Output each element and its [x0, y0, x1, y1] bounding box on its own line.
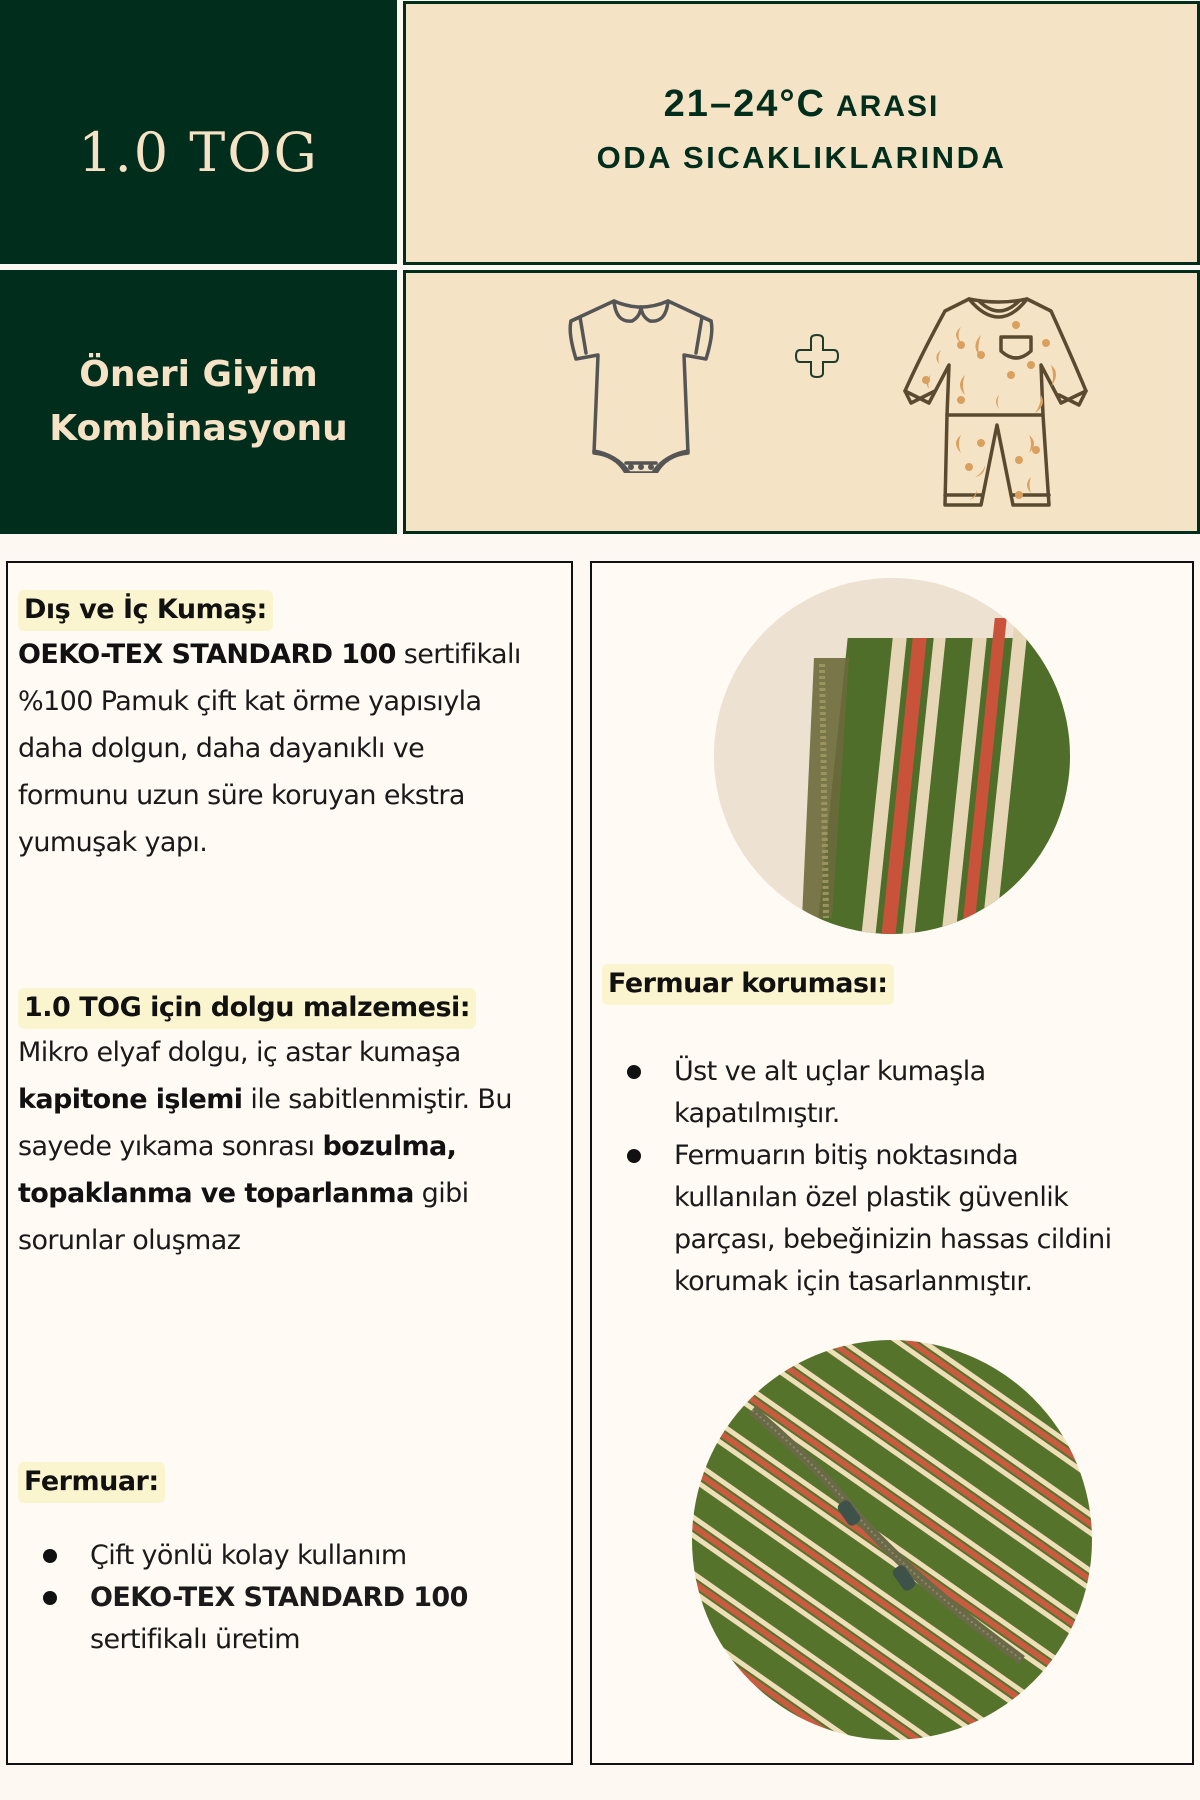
bullet-icon — [627, 1065, 641, 1079]
zipper-closeup-photo — [714, 578, 1070, 934]
bullet-icon — [43, 1549, 57, 1563]
clothing-suggestion-line1: Öneri Giyim — [79, 354, 318, 395]
bodysuit-icon — [556, 293, 726, 473]
list-item-text: Fermuarın bitiş noktasında — [674, 1140, 1019, 1171]
oeko-tex-label: OEKO-TEX STANDARD 100 — [18, 639, 396, 670]
list-item-text: Çift yönlü kolay kullanım — [90, 1540, 407, 1571]
zipper-protection-heading-wrap — [602, 964, 894, 1005]
clothing-combination-panel — [403, 270, 1200, 534]
clothing-suggestion-title — [49, 348, 347, 456]
filling-text: ile sabitlenmiştir. Bu — [242, 1084, 512, 1115]
double-zipper-photo — [692, 1340, 1092, 1740]
zipper-heading: Fermuar: — [18, 1462, 165, 1503]
filling-bold: topaklanma ve toparlanma — [18, 1178, 414, 1209]
list-item — [602, 1051, 1182, 1135]
filling-text: gibi — [413, 1178, 469, 1209]
list-item-text: kullanılan özel plastik güvenlik — [674, 1182, 1069, 1213]
zipper-protection-list — [602, 1051, 1182, 1303]
fabric-section — [18, 590, 563, 866]
filling-heading: 1.0 TOG için dolgu malzemesi: — [18, 988, 476, 1029]
tog-rating-panel — [0, 0, 397, 264]
room-temperature-label: ODA SICAKLIKLARINDA — [596, 139, 1007, 175]
fabric-description — [18, 631, 563, 866]
filling-line: sorunlar oluşmaz — [18, 1225, 241, 1256]
list-item-text: korumak için tasarlanmıştır. — [674, 1266, 1033, 1297]
oeko-tex-label: OEKO-TEX STANDARD 100 — [90, 1582, 468, 1613]
bullet-icon — [43, 1591, 57, 1605]
fabric-line: yumuşak yapı. — [18, 827, 208, 858]
temperature-range — [664, 83, 940, 126]
filling-description — [18, 1029, 563, 1264]
zipper-features-list — [18, 1535, 563, 1661]
fabric-line: formunu uzun süre koruyan ekstra — [18, 780, 465, 811]
filling-bold: bozulma, — [322, 1131, 457, 1162]
fabric-text: sertifikalı — [395, 639, 521, 670]
list-item-text: sertifikalı üretim — [90, 1624, 300, 1655]
plus-icon — [794, 333, 840, 379]
temperature-range-suffix: ARASI — [835, 89, 940, 123]
fabric-heading: Dış ve İç Kumaş: — [18, 590, 273, 631]
list-item — [18, 1535, 563, 1577]
filling-text: sayede yıkama sonrası — [18, 1131, 323, 1162]
list-item — [602, 1135, 1182, 1303]
fabric-line: daha dolgun, daha dayanıklı ve — [18, 733, 425, 764]
temperature-panel — [403, 1, 1200, 265]
bullet-icon — [627, 1149, 641, 1163]
filling-bold: kapitone işlemi — [18, 1084, 243, 1115]
temperature-range-value: 21–24°C — [663, 82, 826, 125]
fabric-line: %100 Pamuk çift kat örme yapısıyla — [18, 686, 482, 717]
filling-section — [18, 988, 563, 1264]
fabric-info-card — [6, 561, 573, 1765]
list-item-text: kapatılmıştır. — [674, 1098, 840, 1129]
zipper-protection-card — [590, 561, 1194, 1765]
pajamas-icon — [901, 295, 1096, 520]
list-item — [18, 1577, 563, 1661]
clothing-suggestion-panel — [0, 270, 397, 534]
tog-title: 1.0 TOG — [78, 120, 319, 184]
list-item-text: Üst ve alt uçlar kumaşla — [674, 1056, 986, 1087]
clothing-suggestion-line2: Kombinasyonu — [49, 408, 348, 449]
zipper-section — [18, 1462, 563, 1661]
list-item-text: parçası, bebeğinizin hassas cildini — [674, 1224, 1112, 1255]
zipper-protection-heading: Fermuar koruması: — [602, 964, 894, 1005]
filling-line: Mikro elyaf dolgu, iç astar kumaşa — [18, 1037, 461, 1068]
